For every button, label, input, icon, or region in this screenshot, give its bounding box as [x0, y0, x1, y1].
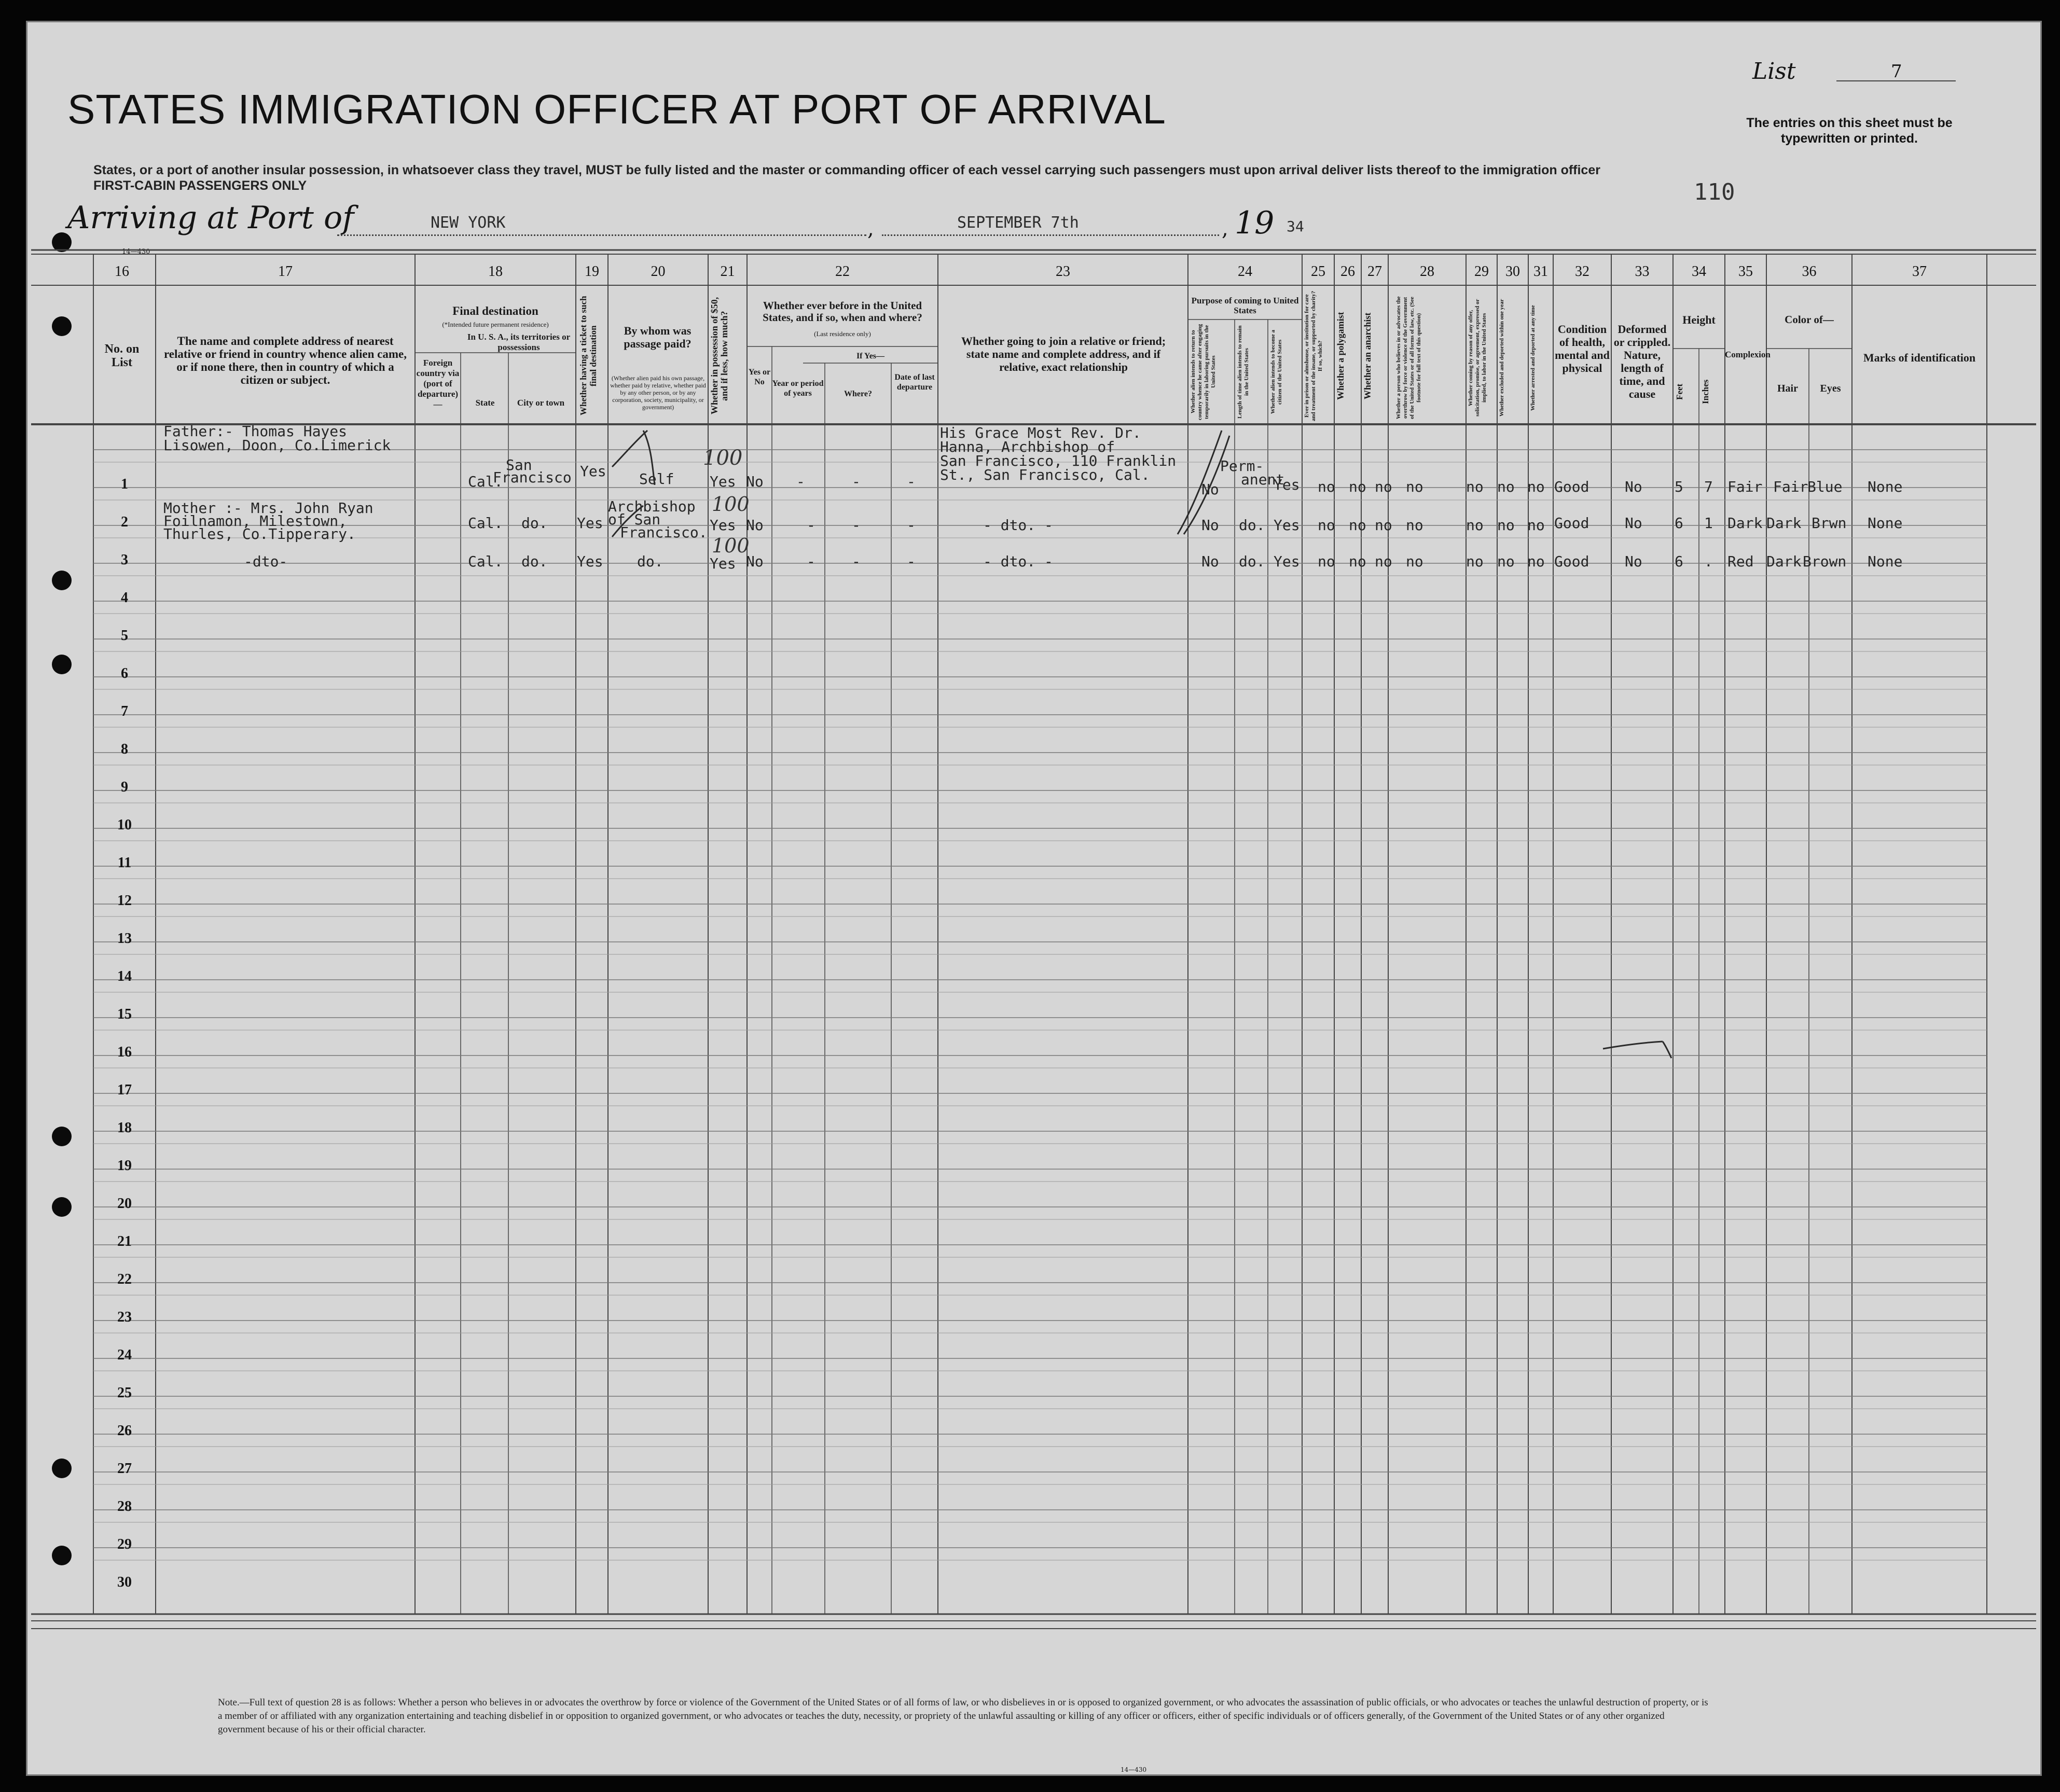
col-number: 37	[1912, 263, 1927, 280]
before-departure: -	[907, 553, 916, 570]
money-amount: 100	[703, 446, 743, 470]
dest-city: do.	[521, 515, 548, 532]
row-number: 7	[121, 703, 128, 719]
eyes-value: Brown	[1803, 553, 1847, 570]
header-final-destination: Final destination	[452, 304, 538, 317]
answer-31: no	[1527, 517, 1545, 534]
marks-value: None	[1868, 515, 1903, 532]
row-number: 16	[117, 1044, 132, 1060]
date-value: SEPTEMBER 7th	[957, 214, 1079, 232]
answer-25: no	[1318, 478, 1335, 495]
header-no-on-list: No. on List	[104, 342, 140, 369]
before-departure: -	[907, 473, 916, 490]
purpose-return: No	[1201, 481, 1219, 498]
row-number: 14	[117, 968, 132, 984]
eyes-value: Blue	[1807, 478, 1843, 495]
list-label: List	[1752, 58, 1796, 85]
join-line: San Francisco, 110 Franklin	[940, 452, 1177, 469]
form-code: 14—430	[122, 248, 150, 256]
before-where: -	[852, 473, 861, 490]
col-number: 22	[835, 263, 850, 280]
join-line: - dto. -	[983, 517, 1053, 534]
header-arrested: Whether arrested and deported at any time	[1530, 305, 1536, 411]
list-number: 7	[1891, 61, 1902, 82]
before-value: No	[746, 553, 764, 570]
purpose-length: anent	[1241, 471, 1285, 488]
before-year: -	[796, 473, 805, 490]
answer-29: no	[1466, 553, 1484, 570]
row-number: 29	[117, 1536, 132, 1552]
answer-30: no	[1497, 478, 1515, 495]
answer-28: no	[1406, 478, 1423, 495]
header-question-28: Whether a person who believes in or advocates the overthrow by force or violence of the Government of the United States or of all forms of law, etc. (See footnote for full text of this question)	[1395, 296, 1422, 420]
height-feet: 6	[1675, 553, 1683, 570]
hair-value: Dark	[1766, 553, 1802, 570]
purpose-length: do.	[1239, 517, 1265, 534]
row-number: 10	[117, 817, 132, 833]
relative-line: Father:- Thomas Hayes	[163, 423, 348, 440]
height-feet: 6	[1675, 515, 1683, 532]
header-passage-paid: By whom was passage paid?	[624, 324, 692, 350]
comma: ,	[1222, 217, 1228, 241]
header-prison: Ever in prison or almshouse, or institution for care and treatment of the insane, or supported by charity? If so, which?	[1304, 290, 1323, 421]
row-number: 18	[117, 1120, 132, 1136]
row-number: 27	[117, 1461, 132, 1477]
row-number: 24	[117, 1347, 132, 1363]
answer-27: no	[1375, 553, 1392, 570]
join-line: - dto. -	[983, 553, 1053, 570]
col-number: 17	[278, 263, 293, 280]
row-number: 1	[121, 476, 128, 492]
purpose-length: do.	[1239, 553, 1265, 570]
col-number: 34	[1692, 263, 1706, 280]
header-join-relative: Whether going to join a relative or friend; state name and complete address, and if relative, exact relationship	[961, 335, 1166, 373]
relative-line: Mother :- Mrs. John Ryan	[163, 499, 374, 517]
height-inches: 1	[1704, 515, 1713, 532]
row-number: 11	[117, 855, 132, 871]
header-purpose: Purpose of coming to United States	[1191, 296, 1299, 315]
height-feet: 5	[1675, 478, 1683, 495]
header-excluded: Whether excluded and deported within one year	[1499, 299, 1505, 417]
handwritten-sheet-number: 110	[1694, 179, 1735, 205]
relative-line: Lisowen, Doon, Co.Limerick	[163, 437, 391, 454]
relative-line: -dto-	[244, 553, 288, 570]
row-number: 13	[117, 930, 132, 947]
purpose-return: No	[1201, 517, 1219, 534]
col-number: 33	[1635, 263, 1650, 280]
possession-value: Yes	[710, 517, 736, 534]
row-number: 30	[117, 1574, 132, 1590]
row-number: 2	[121, 514, 128, 530]
dest-city: San	[506, 456, 532, 474]
answer-31: no	[1527, 478, 1545, 495]
before-year: -	[807, 517, 815, 534]
before-where: -	[852, 517, 861, 534]
hair-value: Dark	[1766, 515, 1802, 532]
complexion-value: Fair	[1727, 478, 1763, 495]
before-departure: -	[907, 517, 916, 534]
arriving-label: Arriving at Port of	[67, 200, 354, 236]
header-state: State	[475, 398, 495, 408]
money-amount: 100	[712, 493, 750, 516]
header-eyes: Eyes	[1820, 383, 1841, 394]
header-purpose-length: Length of time alien intends to remain in the United States	[1237, 325, 1250, 419]
col-number: 19	[585, 263, 599, 280]
entries-instruction: The entries on this sheet must be typewritten or printed.	[1746, 116, 1953, 146]
relative-line: Foilnamon, Milestown,	[163, 512, 348, 530]
answer-30: no	[1497, 517, 1515, 534]
header-purpose-return: Whether alien intends to return to country whence he came after engaging temporarily in laboring pursuits in the United States	[1190, 324, 1216, 420]
col-number: 26	[1340, 263, 1355, 280]
col-number: 29	[1474, 263, 1489, 280]
row-number: 19	[117, 1158, 132, 1174]
col-number: 31	[1533, 263, 1548, 280]
money-amount: 100	[712, 534, 750, 557]
row-number: 23	[117, 1309, 132, 1325]
col-number: 30	[1505, 263, 1520, 280]
complexion-value: Dark	[1727, 515, 1763, 532]
passage-paid: Francisco.	[620, 524, 708, 541]
header-anarchist: Whether an anarchist	[1362, 312, 1373, 399]
header-ever-before-note: (Last residence only)	[814, 330, 871, 338]
before-value: No	[746, 473, 764, 490]
answer-29: no	[1466, 478, 1484, 495]
deformed-value: No	[1625, 515, 1642, 532]
answer-30: no	[1497, 553, 1515, 570]
dest-city: do.	[521, 553, 548, 570]
passage-paid: Archbishop	[608, 498, 696, 515]
purpose-citizen: Yes	[1274, 517, 1300, 534]
header-passage-note: (Whether alien paid his own passage, whether paid by relative, whether paid by any other person, or by any corporation, society, municipality, or government)	[610, 374, 706, 411]
row-number: 6	[121, 665, 128, 682]
row-number: 4	[121, 590, 128, 606]
answer-29: no	[1466, 517, 1484, 534]
health-value: Good	[1554, 515, 1589, 532]
header-health: Condition of health, mental and physical	[1555, 323, 1610, 374]
join-line: His Grace Most Rev. Dr.	[940, 424, 1141, 441]
ticket-value: Yes	[577, 553, 603, 570]
header-yes-no: Yes or No	[748, 368, 771, 386]
year-suffix: 34	[1287, 218, 1304, 235]
possession-value: Yes	[710, 555, 736, 572]
answer-28: no	[1406, 517, 1423, 534]
col-number: 16	[115, 263, 129, 280]
header-ever-before: Whether ever before in the United States, and if so, when and where?	[763, 299, 922, 324]
complexion-value: Red	[1727, 553, 1754, 570]
answer-25: no	[1318, 517, 1335, 534]
health-value: Good	[1554, 478, 1589, 495]
col-number: 35	[1738, 263, 1753, 280]
before-year: -	[807, 553, 815, 570]
join-line: Hanna, Archbishop of	[940, 438, 1115, 455]
header-complexion: Complexion	[1725, 350, 1771, 359]
header-polygamist: Whether a polygamist	[1335, 312, 1346, 400]
row-number: 5	[121, 628, 128, 644]
col-number: 21	[720, 263, 735, 280]
header-city: City or town	[517, 398, 565, 408]
col-number: 28	[1420, 263, 1434, 280]
header-last-departure: Date of last departure	[894, 373, 935, 392]
col-number: 36	[1802, 263, 1817, 280]
answer-26: no	[1349, 517, 1366, 534]
header-purpose-citizen: Whether alien intends to become a citizen of the United States	[1270, 329, 1283, 414]
health-value: Good	[1554, 553, 1589, 570]
form-code: 14—430	[1121, 1766, 1147, 1773]
header-feet: Feet	[1675, 383, 1684, 400]
dest-state: Cal.	[468, 515, 503, 532]
marks-value: None	[1868, 478, 1903, 495]
col-number: 25	[1311, 263, 1325, 280]
height-inches: .	[1704, 553, 1713, 570]
header-ticket: Whether having a ticket to such final destination	[578, 296, 598, 416]
header-year-period: Year or period of years	[772, 379, 824, 398]
passage-paid: Self	[639, 470, 674, 488]
header-in-usa: In U. S. A., its territories or possessions	[467, 332, 571, 352]
form-instructions: States, or a port of another insular possession, in whatsoever class they travel, MUST be fully listed and the master or commanding officer of each vessel carrying such passengers must upon arrival deliver lists thereof to the immigration officer	[93, 163, 1600, 177]
answer-26: no	[1349, 478, 1366, 495]
header-if-yes: If Yes—	[856, 352, 885, 360]
answer-26: no	[1349, 553, 1366, 570]
header-offer-labor: Whether coming by reason of any offer, solicitation, promise, or agreement, expressed or implied, to labor in the United States	[1468, 299, 1487, 417]
header-inches: Inches	[1700, 379, 1710, 404]
row-number: 12	[117, 893, 132, 909]
before-where: -	[852, 553, 861, 570]
form-title: STATES IMMIGRATION OFFICER AT PORT OF ARRIVAL	[67, 86, 1166, 132]
col-number: 18	[488, 263, 503, 280]
dest-state: Cal.	[468, 553, 503, 570]
answer-27: no	[1375, 478, 1392, 495]
passage-paid: do.	[637, 553, 663, 570]
row-number: 28	[117, 1498, 132, 1515]
before-value: No	[746, 517, 764, 534]
purpose-citizen: Yes	[1274, 553, 1300, 570]
dest-state: Cal.	[468, 473, 503, 490]
relative-line: Thurles, Co.Tipperary.	[163, 525, 356, 543]
row-number: 22	[117, 1271, 132, 1287]
col-number: 24	[1238, 263, 1252, 280]
port-value: NEW YORK	[431, 214, 506, 232]
row-number: 21	[117, 1233, 132, 1249]
row-number: 25	[117, 1385, 132, 1401]
dest-city: Francisco	[493, 469, 572, 486]
row-number: 20	[117, 1196, 132, 1212]
header-final-destination-note: (*Intended future permanent residence)	[442, 321, 549, 328]
hair-value: Fair	[1773, 478, 1808, 495]
possession-value: Yes	[710, 473, 736, 490]
row-number: 9	[121, 779, 128, 795]
col-number: 27	[1367, 263, 1382, 280]
ticket-value: Yes	[577, 515, 603, 532]
footnote: Note.—Full text of question 28 is as follows: Whether a person who believes in or advocates the overthrow by force or violence of the Government of the United States or of all forms of law, or who disbelieves in or is opposed to organized government, or who advocates the assassination of public officials, or who advocates or teaches the unlawful destruction of property, or is a member of or affiliated with any organization entertaining and teaching disbelief in or opposition to organized government, or who advocates or teaches the duty, necessity, or propriety of the unlawful assaulting or killing of any officer or officers, either of specific individuals or of officers generally, of the Government of the United States or of any other organized government because of his or their official character.	[218, 1697, 1708, 1735]
eyes-value: Brwn	[1812, 515, 1847, 532]
passage-paid: of San	[608, 511, 661, 528]
marks-value: None	[1868, 553, 1903, 570]
header-nearest-relative: The name and complete address of nearest relative or friend in country whence alien came, or if none there, then in country of which a citizen or subject.	[163, 335, 407, 386]
year-prefix: 19	[1235, 205, 1275, 241]
row-number: 3	[121, 552, 128, 568]
join-line: St., San Francisco, Cal.	[940, 466, 1150, 483]
header-color-of: Color of—	[1785, 313, 1834, 326]
deformed-value: No	[1625, 478, 1642, 495]
answer-27: no	[1375, 517, 1392, 534]
header-foreign-country: Foreign country via (port of departure)—	[416, 358, 460, 409]
deformed-value: No	[1625, 553, 1642, 570]
header-fifty-dollars: Whether in possession of $50, and if less, how much?	[709, 297, 729, 415]
header-marks: Marks of identification	[1863, 351, 1976, 364]
height-inches: 7	[1704, 478, 1713, 495]
header-height: Height	[1682, 313, 1716, 326]
row-number: 15	[117, 1006, 132, 1022]
answer-25: no	[1318, 553, 1335, 570]
form-class-label: FIRST-CABIN PASSENGERS ONLY	[93, 178, 307, 193]
row-number: 8	[121, 741, 128, 757]
purpose-citizen: Yes	[1274, 476, 1300, 493]
header-hair: Hair	[1777, 383, 1798, 394]
purpose-length: Perm-	[1220, 457, 1264, 475]
purpose-return: No	[1201, 553, 1219, 570]
col-number: 20	[651, 263, 666, 280]
row-number: 26	[117, 1423, 132, 1439]
answer-31: no	[1527, 553, 1545, 570]
ticket-value: Yes	[580, 463, 606, 480]
row-number: 17	[117, 1082, 132, 1098]
header-where: Where?	[844, 390, 872, 398]
header-deformed: Deformed or crippled. Nature, length of time, and cause	[1613, 323, 1671, 400]
col-number: 23	[1056, 263, 1070, 280]
col-number: 32	[1575, 263, 1589, 280]
comma: ,	[867, 217, 874, 241]
answer-28: no	[1406, 553, 1423, 570]
